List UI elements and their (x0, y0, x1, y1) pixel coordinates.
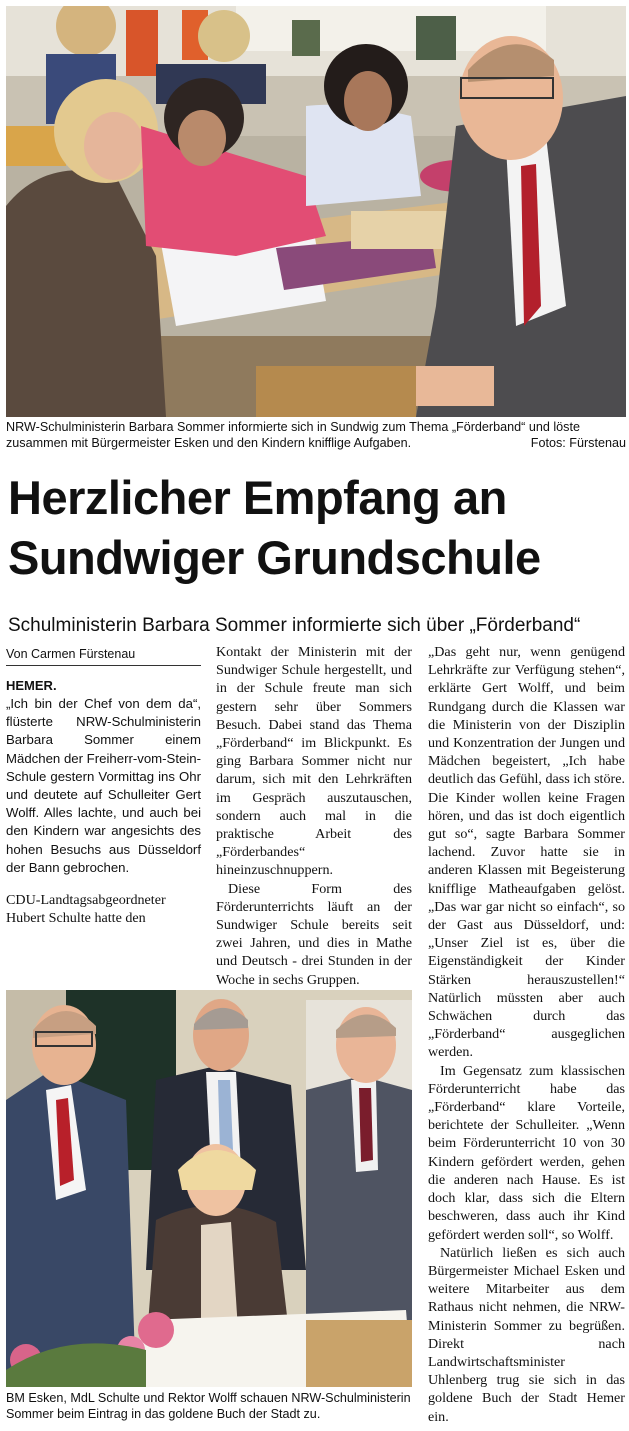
paragraph: „Ich bin der Chef von dem da“, flüsterte NRW-Schulministerin Barbara Sommer einem Mädchen der Freiherr-vom-Stein-Schule gestern Vormittag ins Ohr und deutete auf Schulleiter Gert Wolff. Alles lachte, und auch bei den Kindern war angesichts des hohen Besuchs aus Düsseldorf der Bann gebrochen. (6, 696, 201, 875)
article-column-3 (428, 643, 625, 1426)
top-photo-caption (6, 419, 626, 451)
paragraph: „Das geht nur, wenn genügend Lehrkräfte zur Verfügung stehen“, erklärte Gert Wolff, und beim Rundgang durch die Klassen war die Ministerin von der Disziplin und Konzentration der Jungen und Mädchen begeistert, „Ich habe deutlich das Gefühl, dass ich störe. Die Kinder wollen keine Fragen hören, und das ist doch eigentlich gut so“, sagte Barbara Sommer lachend. Zuvor hatte sie in anderen Klassen mit Begeisterung knifflige Matheaufgaben gelöst. „Das war gar nicht so einfach“, so der Gast aus Düsseldorf, und: „Unser Ziel ist es, über die Eigenständigkeit der Kinder Stärken herauszustellen!“ Natürlich müssten aber auch Schwächen durch das „Förderband“ ausgeglichen werden. (428, 644, 625, 1061)
headline-line-2: Sundwiger Grundschule (8, 531, 541, 584)
bottom-photo-caption: BM Esken, MdL Schulte und Rektor Wolff schauen NRW-Schulministerin Sommer beim Eintrag in das goldene Buch der Stadt zu. (6, 1391, 411, 1421)
headline (8, 468, 624, 588)
paragraph: Im Gegensatz zum klassischen Förderunterricht habe das „Förderband“ klare Vorteile, berichtete der Schulleiter. „Wenn beim Förderunterricht 10 von 30 Kindern gefördert werden, gehen die anderen nach Hause. Es ist doch klar, dass sich die Eltern beschweren, dass auch ihr Kind gefördert werden soll“, so Wolff. (428, 1062, 625, 1243)
headline-line-1: Herzlicher Empfang an (8, 471, 507, 524)
byline: Von Carmen Fürstenau (6, 646, 201, 666)
paragraph: Natürlich ließen es sich auch Bürgermeister Michael Esken und weitere Mitarbeiter aus dem Rathaus nicht nehmen, die NRW-Ministerin Sommer zu begrüßen. Direkt nach Landwirtschaftsminister Uhlenberg trug sie sich in das goldene Buch der Stadt Hemer ein. (428, 1244, 625, 1425)
paragraph: Kontakt der Ministerin mit der Sundwiger Schule hergestellt, und in der Schule freute man sich gestern sehr über Sommers Besuch. Dabei stand das Thema „Förderband“ im Blickpunkt. Es ging Barbara Sommer nicht nur darum, sich mit den Lehrkräften im Gespräch auszutauschen, sondern auch mal in die praktische Arbeit des „Förderbandes“ hineinzuschnuppern. (216, 644, 412, 879)
dateline: HEMER. (6, 678, 57, 693)
paragraph: CDU-Landtagsabgeordneter Hubert Schulte hatte den (6, 892, 166, 927)
paragraph: Diese Form des Förderunterrichts läuft an der Sundwiger Schule bereits seit zwei Jahren, und dies in Mathe und Deutsch - drei Stunden in der Woche in sechs Gruppen. (216, 880, 412, 988)
photo-credit: Fotos: Fürstenau (530, 436, 626, 450)
article-column-1 (6, 677, 201, 927)
subheadline: Schulministerin Barbara Sommer informierte sich über „Förderband“ (8, 615, 581, 636)
caption-text: NRW-Schulministerin Barbara Sommer informierte sich in Sundwig zum Thema „Förderband“ und löste zusammen mit Bürgermeister Esken und den Kindern knifflige Aufgaben. (6, 420, 580, 450)
article-column-2 (216, 643, 412, 989)
classroom-photo (6, 6, 626, 417)
golden-book-photo (6, 990, 412, 1387)
